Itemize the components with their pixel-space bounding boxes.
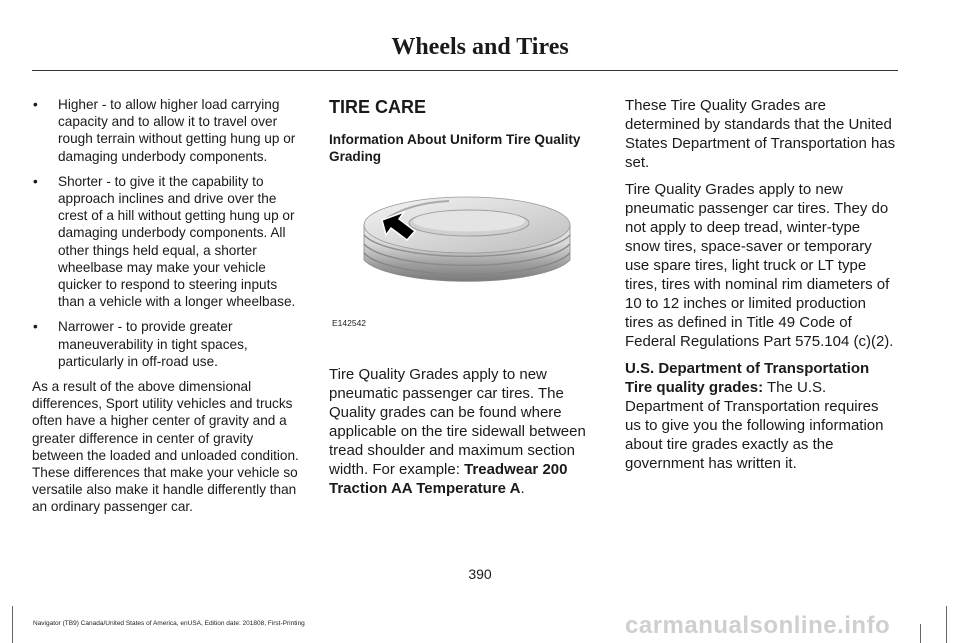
tire-figure — [329, 165, 601, 355]
quality-grades-paragraph — [329, 365, 601, 498]
tire-illustration — [329, 165, 601, 355]
applicability-paragraph: Tire Quality Grades apply to new pneumatic passenger car tires. They do not apply to deep tread, winter-type snow tires, space-saver or temporary use spare tires, light truck or LT type tires, tires with nominal rim diameters of 10 to 12 inches or limited production tires as defined in Title 49 Code of Federal Regulations Part 575.104 (c)(2). — [625, 181, 894, 350]
page-header-title: Wheels and Tires — [391, 34, 569, 60]
center-of-gravity-paragraph: As a result of the above dimensional differences, Sport utility vehicles and trucks often have a higher center of gravity and a greater difference in center of gravity between the loaded and unloaded condition. These differences that make your vehicle so versatile also make it handle differently than an ordinary passenger car. — [32, 379, 299, 515]
figure-id: E142542 — [332, 318, 367, 329]
crop-mark-right — [946, 606, 947, 643]
quality-grades-example: Treadwear 200 Traction AA Temperature A — [329, 461, 568, 498]
dot-grades-paragraph — [625, 359, 897, 473]
crop-mark-left — [12, 606, 13, 643]
section-title: TIRE CARE — [329, 97, 427, 117]
column-2 — [329, 96, 601, 506]
watermark: carmanualsonline.info — [625, 612, 891, 639]
subheading: Information About Uniform Tire Quality Grading — [329, 132, 581, 165]
bullet-list — [32, 96, 304, 370]
bullet-item-shorter: • Shorter - to give it the capability to approach inclines and drive over the crest of a hill without getting hung up or damaging underbody components. All other things held equal, a shorter wheelbase may make your vehicle quicker to respond to steering inputs than a vehicle with a longer wheelbase. — [32, 173, 304, 311]
page-number: 390 — [468, 566, 492, 582]
quality-grades-text: Tire Quality Grades apply to new pneumatic passenger car tires. The Quality grades can be found where applicable on the tire sidewall between tread shoulder and maximum section width. For example: — [329, 366, 586, 479]
bullet-item-higher: • Higher - to allow higher load carrying capacity and to allow it to travel over rough terrain without getting hung up or damaging underbody components. — [32, 96, 304, 165]
crop-mark-right-tick — [920, 624, 921, 643]
bullet-item-narrower: • Narrower - to provide greater maneuverability in tight spaces, particularly in off-road use. — [32, 318, 304, 370]
column-3 — [625, 96, 897, 481]
column-1 — [32, 96, 304, 524]
header-rule — [32, 70, 898, 71]
dot-grades-heading: U.S. Department of Transportation Tire quality grades: — [625, 360, 870, 396]
standards-paragraph: These Tire Quality Grades are determined by standards that the United States Department of Transportation has set. — [625, 97, 896, 171]
dot-grades-text: The U.S. Department of Transportation requires us to give you the following information about tire grades exactly as the government has written it. — [625, 379, 884, 472]
quality-grades-end: . — [520, 480, 525, 498]
footer-text: Navigator (TB9) Canada/United States of America, enUSA, Edition date: 201808, First-Printing — [33, 620, 305, 627]
